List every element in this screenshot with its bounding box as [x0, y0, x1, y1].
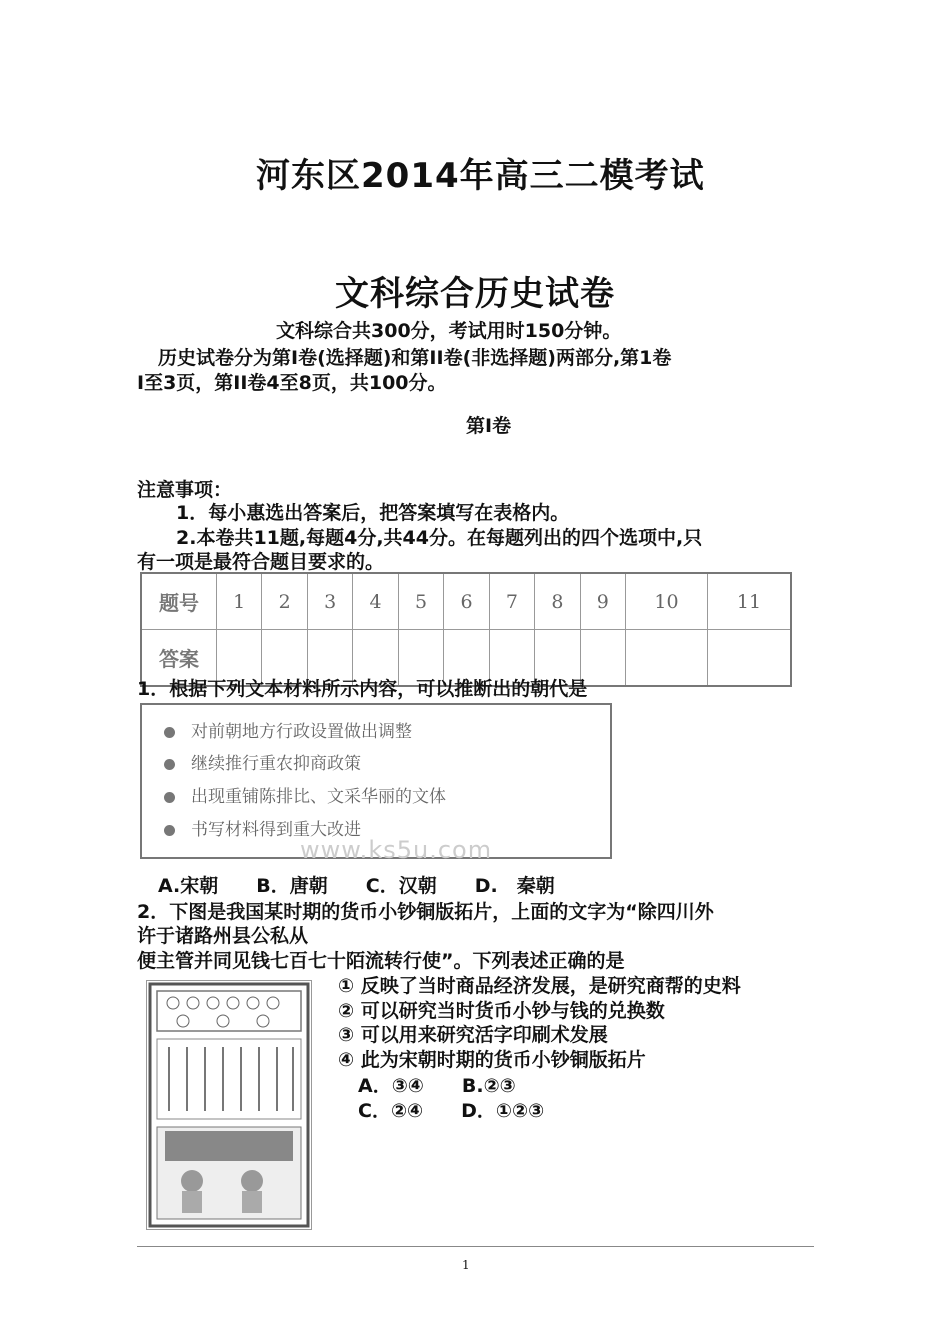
footer-divider	[137, 1246, 814, 1247]
table-cell: 4	[353, 573, 398, 630]
table-row	[141, 573, 791, 630]
table-cell: 10	[626, 573, 708, 630]
table-cell: 5	[398, 573, 443, 630]
answer-table	[140, 572, 792, 687]
watermark: www.ks5u.com	[300, 836, 493, 864]
q2-stem-line-3: 便主管并同见钱七百七十陌流转行使”。下列表述正确的是	[137, 950, 625, 972]
page-number: 1	[462, 1258, 470, 1272]
table-cell: 7	[489, 573, 534, 630]
q2-item-3: ③ 可以用来研究活字印刷术发展	[338, 1024, 608, 1046]
q2-stem-line-1: 2．下图是我国某时期的货币小钞铜版拓片，上面的文字为“除四川外	[137, 901, 714, 923]
table-cell: 6	[444, 573, 489, 630]
q2-item-1: ① 反映了当时商品经济发展，是研究商帮的史料	[338, 975, 741, 997]
intro-line-1: 文科综合共300分，考试用时150分钟。	[276, 320, 622, 342]
notes-item-1: 1．每小惠选出答案后，把答案填写在表格内。	[176, 502, 570, 524]
sub-title: 文科综合历史试卷	[335, 274, 615, 314]
table-cell: 11	[707, 573, 791, 630]
intro-line-2: 历史试卷分为第Ⅰ卷(选择题)和第ⅠⅠ卷(非选择题)两部分,第1卷	[158, 347, 672, 369]
table-cell: 1	[217, 573, 262, 630]
q1-options: A.宋朝 B．唐朝 C．汉朝 D. 秦朝	[158, 875, 555, 897]
table-header-cell: 答案	[141, 630, 217, 687]
q2-options-line-1: A．③④ B.②③	[358, 1075, 516, 1097]
q1-bullet-text: 书写材料得到重大改进	[191, 820, 361, 840]
answer-cell[interactable]	[626, 630, 708, 687]
q1-bullet	[164, 782, 446, 807]
q1-stem: 1．根据下列文本材料所示内容，可以推断出的朝代是	[137, 678, 588, 700]
bullet-icon	[164, 727, 175, 738]
table-cell: 8	[535, 573, 580, 630]
q1-bullet-text: 对前朝地方行政设置做出调整	[191, 722, 412, 742]
q1-bullet	[164, 717, 412, 742]
banknote-rubbing-image	[146, 980, 312, 1230]
notes-heading: 注意事项：	[137, 479, 233, 501]
notes-item-2a: 2.本卷共11题,每题4分,共44分。在每题列出的四个选项中,只	[176, 527, 703, 549]
q1-bullet-text: 继续推行重农抑商政策	[191, 754, 361, 774]
q1-bullet	[164, 749, 361, 774]
table-header-cell: 题号	[141, 573, 217, 630]
table-cell: 2	[262, 573, 307, 630]
answer-cell[interactable]	[707, 630, 791, 687]
q1-bullet-text: 出现重铺陈排比、文采华丽的文体	[191, 787, 446, 807]
table-cell: 3	[307, 573, 352, 630]
main-title: 河东区2014年高三二模考试	[256, 156, 705, 196]
q2-stem-line-2: 许于诸路州县公私从	[137, 925, 309, 947]
banknote-illustration-icon	[147, 981, 311, 1229]
notes-item-2b: 有一项是最符合题目要求的。	[137, 551, 385, 573]
q2-options-line-2: C．②④ D．①②③	[358, 1100, 545, 1122]
intro-line-3: Ⅰ至3页，第ⅠⅠ卷4至8页，共100分。	[137, 372, 447, 394]
q2-item-2: ② 可以研究当时货币小钞与钱的兑换数	[338, 1000, 665, 1022]
bullet-icon	[164, 792, 175, 803]
q2-item-4: ④ 此为宋朝时期的货币小钞铜版拓片	[338, 1049, 646, 1071]
table-cell: 9	[580, 573, 625, 630]
section-heading: 第Ⅰ卷	[466, 415, 512, 437]
bullet-icon	[164, 825, 175, 836]
bullet-icon	[164, 759, 175, 770]
